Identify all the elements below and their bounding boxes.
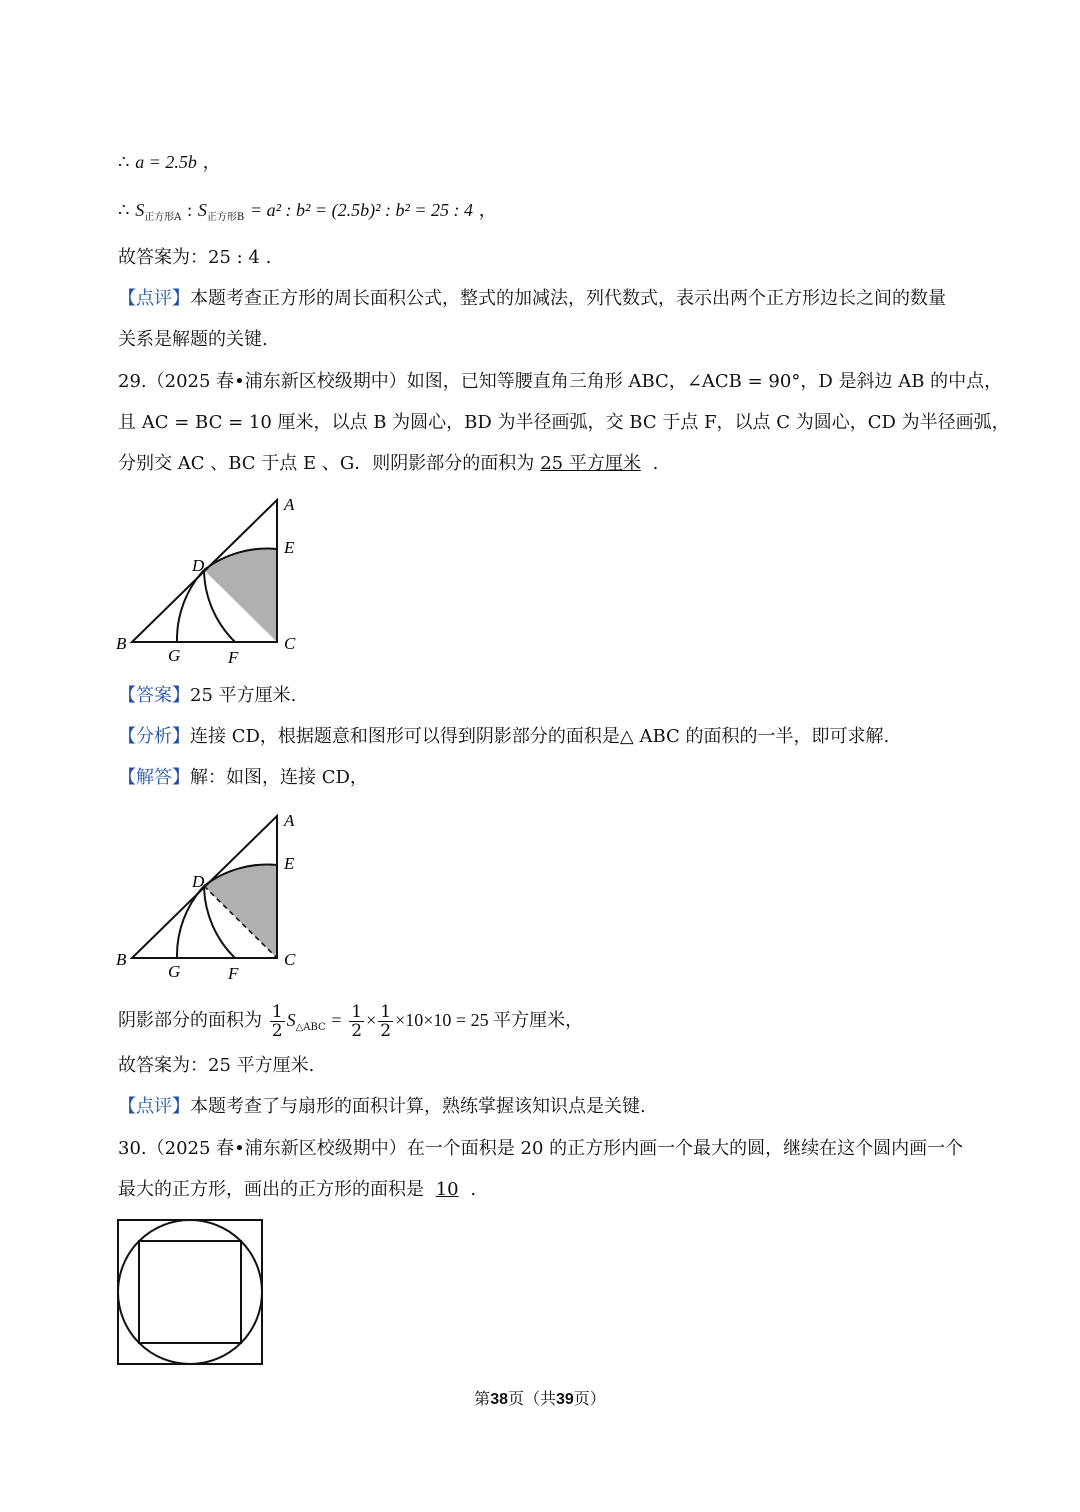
colon: : xyxy=(187,200,193,220)
punct: ， xyxy=(478,200,497,221)
answer-text: 25 平方厘米. xyxy=(190,685,297,706)
sub-square-b: 正方形B xyxy=(206,212,245,223)
q30-answer-blank: 10 xyxy=(435,1179,459,1200)
area-symbol: S xyxy=(286,1010,296,1030)
q29-line3-text: 分别交 AC 、BC 于点 E 、G．则阴影部分的面积为 xyxy=(118,453,535,474)
footer-mid: 页（共 xyxy=(507,1391,556,1408)
ratio-expr: = a² : b² = (2.5b)² : b² = 25 : 4 xyxy=(250,200,473,220)
label-g: G xyxy=(168,962,181,981)
frac-num: 1 xyxy=(351,1001,363,1022)
equals: = xyxy=(331,1010,342,1030)
review-text: 本题考查了与扇形的面积计算，熟练掌握该知识点是关键. xyxy=(190,1096,646,1117)
q30-figure-svg xyxy=(116,1218,266,1368)
review-line-28 xyxy=(118,287,946,311)
page-footer xyxy=(0,1386,1080,1409)
fraction-half xyxy=(349,1003,364,1040)
q29-answer-blank: 25 平方厘米 xyxy=(540,453,641,474)
calc-text: 阴影部分的面积为 xyxy=(118,1010,262,1031)
total-pages: 39 xyxy=(556,1391,574,1408)
area-symbol: S xyxy=(135,200,145,220)
q29-line2: 且 AC = BC = 10 厘米，以点 B 为圆心，BD 为半径画弧，交 BC 于点 F，以点 C 为圆心，CD 为半径画弧， xyxy=(118,412,1010,433)
q30-line1: 30.（2025 春•浦东新区校级期中）在一个面积是 20 的正方形内画一个最大的圆，继续在这个圆内画一个 xyxy=(118,1138,964,1159)
punct: . xyxy=(652,453,659,474)
review-tag: 【点评】 xyxy=(118,288,190,309)
frac-den: 2 xyxy=(380,1020,392,1041)
page-number: 38 xyxy=(490,1391,508,1408)
frac-num: 1 xyxy=(380,1001,392,1022)
solution-tag: 【解答】 xyxy=(118,767,190,788)
answer-line-28: 故答案为：25 : 4 . xyxy=(118,247,272,268)
frac-den: 2 xyxy=(271,1020,283,1041)
label-d: D xyxy=(192,556,205,575)
label-g: G xyxy=(168,646,181,665)
q29-solution-figure xyxy=(110,806,310,990)
therefore-symbol: ∴ xyxy=(118,200,130,221)
area-symbol: S xyxy=(197,200,207,220)
punct: ， xyxy=(202,152,221,173)
analysis-text: 连接 CD，根据题意和图形可以得到阴影部分的面积是△ ABC 的面积的一半，即可求解. xyxy=(190,726,890,747)
q29-review xyxy=(118,1095,646,1119)
review-text: 本题考查正方形的周长面积公式，整式的加减法，列代数式，表示出两个正方形边长之间的数量 xyxy=(190,288,946,309)
label-f: F xyxy=(228,648,239,667)
eq-a-expr: a = 2.5b xyxy=(135,152,197,172)
footer-post: 页） xyxy=(573,1391,606,1408)
arc-c-bottom xyxy=(177,570,204,642)
frac-den: 2 xyxy=(351,1020,363,1041)
q29-figure-svg xyxy=(110,490,310,670)
label-f: F xyxy=(228,964,239,983)
q30-line2 xyxy=(118,1178,476,1202)
answer-tag: 【答案】 xyxy=(118,685,190,706)
q29-solution-figure-svg xyxy=(110,806,310,986)
label-a: A xyxy=(284,495,295,514)
q29-line1: 29.（2025 春•浦东新区校级期中）如图，已知等腰直角三角形 ABC，∠ACB = 90°，D 是斜边 AB 的中点， xyxy=(118,371,1003,392)
punct: . xyxy=(470,1179,477,1200)
label-b: B xyxy=(116,634,127,653)
review-line-28b: 关系是解题的关键. xyxy=(118,329,268,350)
review-tag: 【点评】 xyxy=(118,1096,190,1117)
q29-figure xyxy=(110,490,310,674)
fraction-half xyxy=(270,1003,285,1040)
q30-line2-text: 最大的正方形，画出的正方形的面积是 xyxy=(118,1179,424,1200)
times: × xyxy=(366,1010,377,1030)
sub-abc: △ABC xyxy=(295,1022,326,1033)
therefore-symbol: ∴ xyxy=(118,152,130,173)
arc-c-bottom xyxy=(177,886,204,958)
label-c: C xyxy=(284,634,296,653)
sub-square-a: 正方形A xyxy=(144,212,182,223)
q29-line3 xyxy=(118,452,658,476)
inner-square xyxy=(139,1241,241,1343)
label-c: C xyxy=(284,950,296,969)
footer-pre: 第 xyxy=(474,1391,491,1408)
q29-solution xyxy=(118,766,368,790)
frac-num: 1 xyxy=(271,1001,283,1022)
label-b: B xyxy=(116,950,127,969)
label-d: D xyxy=(192,872,205,891)
fraction-half xyxy=(378,1003,393,1040)
analysis-tag: 【分析】 xyxy=(118,726,190,747)
q29-calc xyxy=(118,1000,583,1048)
eq-a-line xyxy=(118,150,221,175)
label-e: E xyxy=(284,538,295,557)
q29-final: 故答案为：25 平方厘米. xyxy=(118,1055,315,1076)
q29-answer xyxy=(118,684,296,708)
label-a: A xyxy=(284,811,295,830)
ratio-line xyxy=(118,198,497,230)
solution-text: 解：如图，连接 CD， xyxy=(190,767,368,788)
label-e: E xyxy=(284,854,295,873)
q29-analysis xyxy=(118,725,889,749)
q30-figure xyxy=(116,1218,266,1372)
calc-rest: ×10×10 = 25 平方厘米， xyxy=(395,1010,584,1030)
